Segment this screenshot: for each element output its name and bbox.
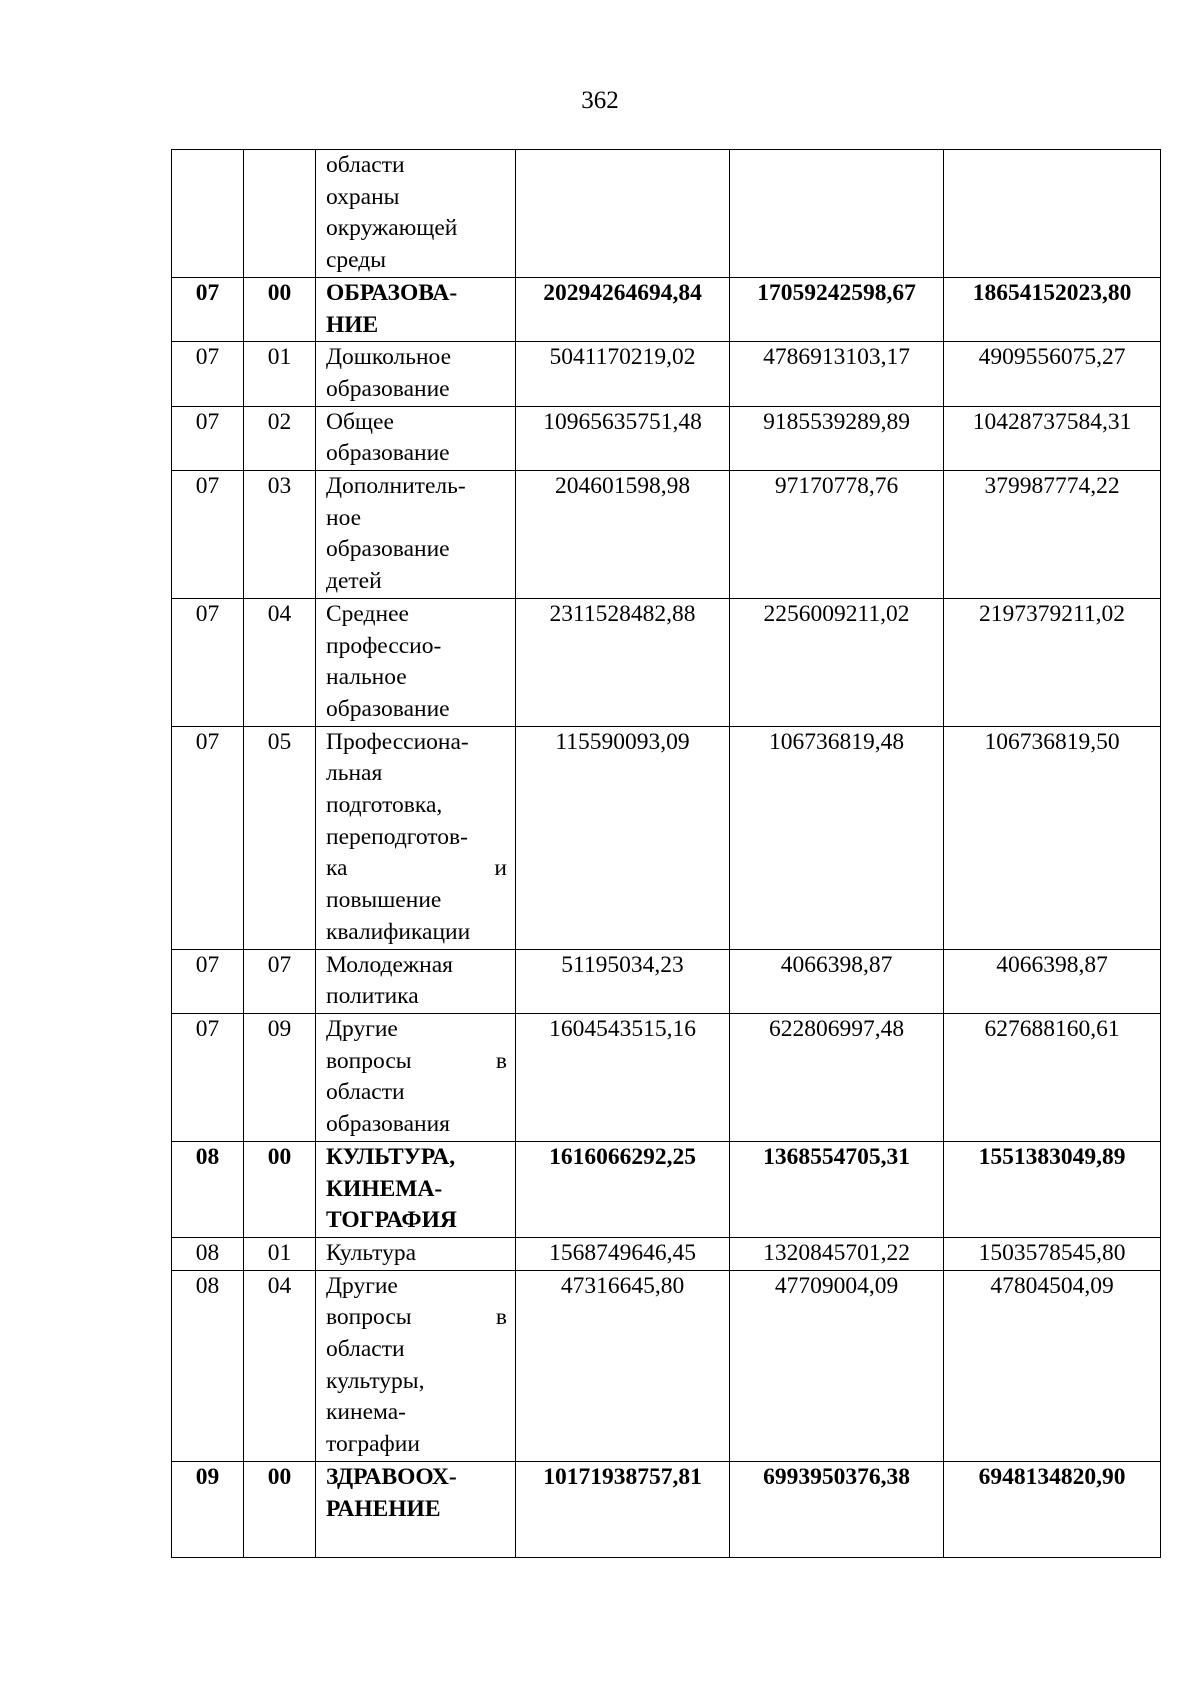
item-name-line: КИНЕМА-: [326, 1175, 443, 1202]
item-name-line: образование: [326, 375, 450, 402]
subsection-code-cell: 04: [244, 1270, 316, 1461]
item-name-cell: [316, 1461, 516, 1557]
section-code-cell: 07: [172, 1013, 244, 1141]
item-name-line: окружающей: [326, 215, 458, 242]
item-name-line: Дошкольное: [326, 344, 452, 371]
section-code-cell: 07: [172, 406, 244, 470]
value-year3-cell: 4066398,87: [944, 949, 1161, 1013]
table-row: [172, 406, 1161, 470]
item-name-line: РАНЕНИЕ: [326, 1495, 441, 1522]
table-row: [172, 1270, 1161, 1461]
item-name-line: профессио-: [326, 632, 442, 659]
item-name-line: Культура: [326, 1239, 417, 1266]
subsection-code-cell: [244, 150, 316, 278]
item-name-word: вопросы: [326, 1047, 412, 1074]
value-year2-cell: 47709004,09: [730, 1270, 944, 1461]
item-name-line: Молодежная: [326, 951, 453, 978]
section-code-cell: 08: [172, 1270, 244, 1461]
value-year2-cell: 9185539289,89: [730, 406, 944, 470]
value-year3-cell: 6948134820,90: [944, 1461, 1161, 1557]
item-name-line: культуры,: [326, 1367, 425, 1394]
subsection-code-cell: 03: [244, 471, 316, 599]
value-year1-cell: [516, 150, 730, 278]
item-name-line: [326, 1046, 507, 1078]
subsection-code-cell: 07: [244, 949, 316, 1013]
item-name-line: образования: [326, 1111, 450, 1138]
value-year3-cell: 1503578545,80: [944, 1237, 1161, 1270]
table-row: [172, 1141, 1161, 1237]
item-name-cell: [316, 1237, 516, 1270]
value-year2-cell: 4786913103,17: [730, 342, 944, 406]
item-name-line: повышение: [326, 887, 442, 914]
item-name-cell: [316, 342, 516, 406]
item-name-line: ЗДРАВООХ-: [326, 1463, 457, 1490]
page-number: 362: [581, 87, 619, 114]
value-year2-cell: 6993950376,38: [730, 1461, 944, 1557]
section-code-cell: 08: [172, 1237, 244, 1270]
section-code-cell: 07: [172, 949, 244, 1013]
value-year3-cell: 106736819,50: [944, 726, 1161, 949]
item-name-line: детей: [326, 568, 382, 595]
subsection-code-cell: 00: [244, 277, 316, 341]
subsection-code-cell: 09: [244, 1013, 316, 1141]
item-name-line: тографии: [326, 1431, 420, 1458]
value-year1-cell: 47316645,80: [516, 1270, 730, 1461]
subsection-code-cell: 00: [244, 1141, 316, 1237]
item-name-line: льная: [326, 760, 383, 787]
value-year1-cell: 51195034,23: [516, 949, 730, 1013]
item-name-line: [326, 1302, 507, 1334]
value-year2-cell: 4066398,87: [730, 949, 944, 1013]
item-name-line: Дополнитель-: [326, 473, 466, 500]
item-name-line: нальное: [326, 664, 407, 691]
value-year3-cell: 10428737584,31: [944, 406, 1161, 470]
item-name-cell: [316, 277, 516, 341]
item-name-line: переподготов-: [326, 823, 468, 850]
item-name-line: области: [326, 1079, 405, 1106]
item-name-word: в: [495, 1304, 507, 1331]
subsection-code-cell: 01: [244, 342, 316, 406]
item-name-line: образование: [326, 536, 450, 563]
item-name-line: [326, 853, 507, 885]
subsection-code-cell: 02: [244, 406, 316, 470]
section-code-cell: [172, 150, 244, 278]
budget-table: [171, 149, 1161, 1558]
value-year3-cell: 1551383049,89: [944, 1141, 1161, 1237]
value-year2-cell: 622806997,48: [730, 1013, 944, 1141]
item-name-cell: [316, 406, 516, 470]
item-name-line: образование: [326, 695, 450, 722]
section-code-cell: 07: [172, 342, 244, 406]
item-name-cell: [316, 150, 516, 278]
subsection-code-cell: 04: [244, 598, 316, 726]
value-year1-cell: 204601598,98: [516, 471, 730, 599]
item-name-line: кинема-: [326, 1399, 406, 1426]
item-name-word: ка: [326, 855, 348, 882]
item-name-cell: [316, 598, 516, 726]
value-year1-cell: 2311528482,88: [516, 598, 730, 726]
item-name-line: ОБРАЗОВА-: [326, 279, 458, 306]
item-name-line: среды: [326, 247, 387, 274]
section-code-cell: 09: [172, 1461, 244, 1557]
item-name-line: Общее: [326, 408, 394, 435]
table-row: [172, 726, 1161, 949]
item-name-line: квалификации: [326, 918, 471, 945]
item-name-cell: [316, 1013, 516, 1141]
value-year1-cell: 10965635751,48: [516, 406, 730, 470]
value-year1-cell: 1568749646,45: [516, 1237, 730, 1270]
value-year3-cell: [944, 150, 1161, 278]
item-name-line: Другие: [326, 1015, 398, 1042]
item-name-cell: [316, 949, 516, 1013]
section-code-cell: 07: [172, 471, 244, 599]
item-name-line: КУЛЬТУРА,: [326, 1143, 456, 1170]
item-name-line: области: [326, 152, 405, 178]
table-row: [172, 1461, 1161, 1557]
value-year3-cell: 627688160,61: [944, 1013, 1161, 1141]
subsection-code-cell: 05: [244, 726, 316, 949]
table-row: [172, 949, 1161, 1013]
item-name-word: вопросы: [326, 1304, 412, 1331]
item-name-word: и: [494, 855, 507, 882]
table-row: [172, 277, 1161, 341]
table-row: [172, 342, 1161, 406]
value-year1-cell: 1616066292,25: [516, 1141, 730, 1237]
table-row: [172, 1013, 1161, 1141]
item-name-line: подготовка,: [326, 792, 443, 819]
value-year3-cell: 2197379211,02: [944, 598, 1161, 726]
item-name-cell: [316, 471, 516, 599]
item-name-line: политика: [326, 983, 419, 1010]
item-name-line: области: [326, 1336, 405, 1363]
item-name-line: охраны: [326, 183, 400, 210]
item-name-line: Профессиона-: [326, 728, 469, 755]
subsection-code-cell: 01: [244, 1237, 316, 1270]
table-row: [172, 150, 1161, 278]
item-name-word: в: [495, 1047, 507, 1074]
item-name-cell: [316, 1270, 516, 1461]
value-year2-cell: 97170778,76: [730, 471, 944, 599]
subsection-code-cell: 00: [244, 1461, 316, 1557]
value-year2-cell: 17059242598,67: [730, 277, 944, 341]
section-code-cell: 07: [172, 277, 244, 341]
section-code-cell: 07: [172, 726, 244, 949]
value-year2-cell: 1320845701,22: [730, 1237, 944, 1270]
section-code-cell: 08: [172, 1141, 244, 1237]
table-row: [172, 598, 1161, 726]
item-name-line: ное: [326, 504, 362, 531]
item-name-line: НИЕ: [326, 311, 379, 338]
item-name-line: Среднее: [326, 600, 409, 627]
value-year3-cell: 47804504,09: [944, 1270, 1161, 1461]
value-year1-cell: 115590093,09: [516, 726, 730, 949]
value-year2-cell: [730, 150, 944, 278]
table-row: [172, 1237, 1161, 1270]
item-name-line: [326, 1525, 507, 1557]
value-year3-cell: 4909556075,27: [944, 342, 1161, 406]
item-name-cell: [316, 1141, 516, 1237]
value-year3-cell: 379987774,22: [944, 471, 1161, 599]
value-year2-cell: 1368554705,31: [730, 1141, 944, 1237]
value-year1-cell: 1604543515,16: [516, 1013, 730, 1141]
value-year2-cell: 2256009211,02: [730, 598, 944, 726]
value-year3-cell: 18654152023,80: [944, 277, 1161, 341]
item-name-line: Другие: [326, 1272, 398, 1299]
value-year2-cell: 106736819,48: [730, 726, 944, 949]
table-row: [172, 471, 1161, 599]
item-name-line: образование: [326, 440, 450, 467]
value-year1-cell: 10171938757,81: [516, 1461, 730, 1557]
value-year1-cell: 5041170219,02: [516, 342, 730, 406]
item-name-line: ТОГРАФИЯ: [326, 1207, 457, 1234]
value-year1-cell: 20294264694,84: [516, 277, 730, 341]
item-name-cell: [316, 726, 516, 949]
section-code-cell: 07: [172, 598, 244, 726]
